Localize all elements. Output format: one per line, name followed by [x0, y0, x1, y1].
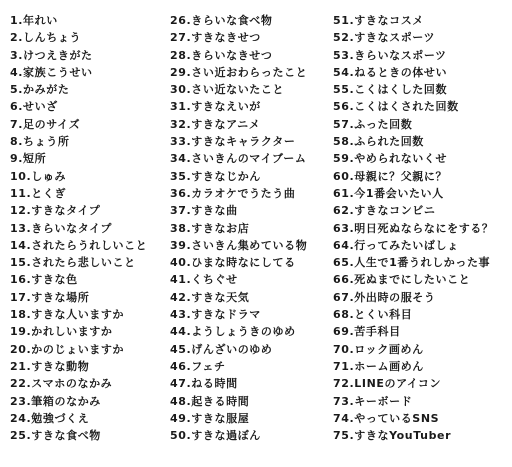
question-text: 勉強づくえ	[31, 411, 90, 425]
question-item	[333, 116, 511, 133]
question-number: 18.	[10, 308, 32, 322]
question-number: 59.	[333, 152, 355, 166]
question-item	[10, 427, 168, 444]
question-item	[10, 237, 168, 254]
question-number: 74.	[333, 411, 355, 425]
question-number: 25.	[10, 429, 32, 443]
question-number: 35.	[170, 169, 192, 183]
question-text: すきなスポーツ	[354, 31, 436, 45]
question-text: 死ぬまでにしたいこと	[354, 273, 471, 287]
question-item	[10, 150, 168, 167]
question-text: きらいなきせつ	[191, 48, 273, 62]
question-number: 14.	[10, 238, 32, 252]
question-text: すきなコスメ	[354, 14, 424, 27]
question-number: 21.	[10, 359, 32, 373]
question-text: 行ってみたいばしょ	[354, 238, 459, 252]
question-item	[10, 358, 168, 375]
question-number: 37.	[170, 204, 192, 218]
question-text: スマホのなかみ	[31, 377, 113, 391]
question-number: 50.	[170, 429, 192, 443]
question-item	[333, 185, 511, 202]
question-number: 46.	[170, 359, 192, 373]
question-item	[10, 12, 168, 29]
question-text: されたら悲しいこと	[31, 256, 136, 270]
question-text: すきなアニメ	[191, 117, 261, 131]
question-number: 61.	[333, 186, 355, 200]
question-text: 今1番会いたい人	[354, 186, 444, 200]
question-item	[10, 185, 168, 202]
question-item	[333, 393, 511, 410]
question-item	[170, 220, 332, 237]
question-text: きらいなスポーツ	[354, 48, 447, 62]
question-item	[333, 64, 511, 81]
question-number: 10.	[10, 169, 32, 183]
question-text: すきな動物	[31, 359, 90, 373]
question-number: 16.	[10, 273, 32, 287]
question-text: きらいな食べ物	[191, 14, 273, 27]
question-number: 54.	[333, 65, 355, 79]
question-item	[170, 133, 332, 150]
question-text: すきなじかん	[191, 169, 261, 183]
question-item	[170, 202, 332, 219]
question-text: かれしいますか	[31, 325, 113, 339]
question-item	[10, 47, 168, 64]
question-item	[10, 220, 168, 237]
question-item	[333, 133, 511, 150]
question-text: しゅみ	[31, 169, 67, 183]
question-item	[170, 150, 332, 167]
question-number: 44.	[170, 325, 192, 339]
question-item	[10, 271, 168, 288]
question-text: すきな過ぼん	[191, 429, 261, 443]
question-text: くちぐせ	[191, 273, 238, 287]
question-number: 19.	[10, 325, 32, 339]
question-number: 30.	[170, 83, 192, 97]
question-text: 外出時の服そう	[354, 290, 436, 304]
question-item	[10, 29, 168, 46]
question-text: 年れい	[23, 14, 58, 27]
question-number: 8.	[10, 135, 24, 149]
question-text: すきな天気	[191, 290, 250, 304]
question-item	[10, 323, 168, 340]
question-text: さいきんのマイブーム	[191, 152, 307, 166]
question-text: さいきん集めている物	[191, 238, 308, 252]
question-number: 75.	[333, 429, 355, 443]
question-text: カラオケでうたう曲	[191, 186, 296, 200]
question-number: 48.	[170, 394, 192, 408]
question-item	[10, 410, 168, 427]
question-number: 31.	[170, 100, 192, 114]
question-number: 47.	[170, 377, 192, 391]
question-text: すきな曲	[191, 204, 238, 218]
question-text: すきな食べ物	[31, 429, 101, 443]
question-text: すきなキャラクター	[191, 135, 296, 149]
question-number: 73.	[333, 394, 355, 408]
question-number: 22.	[10, 377, 32, 391]
question-item	[10, 289, 168, 306]
question-item	[170, 81, 332, 98]
question-item	[170, 341, 332, 358]
question-item	[333, 81, 511, 98]
question-number: 26.	[170, 14, 192, 27]
question-text: すきなYouTuber	[354, 429, 452, 443]
question-text: ようしょうきのゆめ	[191, 325, 296, 339]
question-number: 36.	[170, 186, 192, 200]
question-number: 66.	[333, 273, 355, 287]
question-text: ひまな時なにしてる	[191, 256, 296, 270]
question-item	[333, 289, 511, 306]
question-text: 明日死ぬならなにをする？	[354, 221, 494, 235]
question-text: 起きる時間	[191, 394, 250, 408]
question-item	[170, 12, 332, 29]
question-text: やっているSNS	[354, 411, 440, 425]
question-number: 32.	[170, 117, 192, 131]
question-text: かみがた	[23, 83, 70, 97]
question-number: 1.	[10, 14, 24, 27]
question-number: 67.	[333, 290, 355, 304]
question-number: 6.	[10, 100, 24, 114]
question-item	[333, 306, 511, 323]
question-number: 71.	[333, 359, 355, 373]
question-number: 53.	[333, 48, 355, 62]
question-item	[10, 133, 168, 150]
question-item	[333, 323, 511, 340]
question-text: ホーム画めん	[354, 359, 424, 373]
question-item	[333, 47, 511, 64]
question-number: 29.	[170, 65, 192, 79]
question-text: ねる時間	[191, 377, 238, 391]
question-item	[10, 254, 168, 271]
question-item	[333, 375, 511, 392]
question-number: 4.	[10, 65, 24, 79]
question-text: 足のサイズ	[23, 117, 81, 131]
question-text: LINEのアイコン	[354, 377, 442, 391]
question-number: 3.	[10, 48, 24, 62]
question-text: ふった回数	[354, 117, 413, 131]
question-item	[170, 168, 332, 185]
question-item	[170, 375, 332, 392]
question-text: かのじょいますか	[31, 342, 125, 356]
question-item	[10, 168, 168, 185]
question-item	[10, 341, 168, 358]
question-number: 69.	[333, 325, 355, 339]
question-number: 34.	[170, 152, 192, 166]
question-number: 45.	[170, 342, 192, 356]
question-number: 62.	[333, 204, 355, 218]
question-text: げんざいのゆめ	[191, 342, 273, 356]
question-item	[170, 323, 332, 340]
question-number: 51.	[333, 14, 355, 27]
question-number: 57.	[333, 117, 355, 131]
question-number: 7.	[10, 117, 24, 131]
question-item	[10, 375, 168, 392]
question-item	[170, 254, 332, 271]
question-item	[10, 306, 168, 323]
question-number: 13.	[10, 221, 32, 235]
question-column-3	[333, 12, 511, 444]
question-number: 40.	[170, 256, 192, 270]
question-item	[333, 168, 511, 185]
question-text: さい近おわらったこと	[191, 65, 308, 79]
question-text: フェチ	[191, 359, 226, 373]
question-text: きらいなタイプ	[31, 221, 112, 235]
question-number: 9.	[10, 152, 24, 166]
question-item	[333, 237, 511, 254]
question-item	[333, 410, 511, 427]
question-item	[333, 202, 511, 219]
question-item	[170, 393, 332, 410]
question-item	[170, 306, 332, 323]
question-number: 43.	[170, 308, 192, 322]
question-item	[170, 116, 332, 133]
question-text: こくはくされた回数	[354, 100, 459, 114]
question-number: 56.	[333, 100, 355, 114]
question-item	[170, 271, 332, 288]
question-item	[333, 427, 511, 444]
question-item	[10, 393, 168, 410]
question-text: けつえきがた	[23, 48, 93, 62]
question-text: すきな服屋	[191, 411, 250, 425]
question-item	[170, 427, 332, 444]
question-number: 33.	[170, 135, 192, 149]
question-item	[333, 98, 511, 115]
question-text: すきな色	[31, 273, 78, 287]
question-number: 42.	[170, 290, 192, 304]
question-item	[170, 289, 332, 306]
question-item	[10, 81, 168, 98]
question-number: 52.	[333, 31, 355, 45]
question-item	[333, 341, 511, 358]
question-item	[10, 98, 168, 115]
question-item	[333, 29, 511, 46]
question-text: すきな人いますか	[31, 308, 125, 322]
question-text: 家族こうせい	[23, 65, 93, 79]
question-number: 38.	[170, 221, 192, 235]
question-item	[170, 358, 332, 375]
question-text: さい近ないたこと	[191, 83, 285, 97]
question-text: とくい科目	[354, 308, 413, 322]
question-number: 28.	[170, 48, 192, 62]
question-item	[10, 64, 168, 81]
question-item	[10, 116, 168, 133]
question-text: やめられないくせ	[354, 152, 448, 166]
question-item	[170, 64, 332, 81]
question-number: 17.	[10, 290, 32, 304]
question-number: 65.	[333, 256, 355, 270]
question-text: ふられた回数	[354, 135, 424, 149]
question-text: 短所	[23, 152, 47, 166]
question-number: 64.	[333, 238, 355, 252]
question-text: すきなコンビニ	[354, 204, 436, 218]
question-item	[333, 271, 511, 288]
question-number: 72.	[333, 377, 355, 391]
question-text: キーボード	[354, 394, 413, 408]
question-text: ロック画めん	[354, 342, 424, 356]
question-item	[333, 150, 511, 167]
question-text: しんちょう	[23, 31, 82, 45]
question-column-1	[10, 12, 168, 444]
question-item	[333, 254, 511, 271]
question-number: 63.	[333, 221, 355, 235]
question-number: 49.	[170, 411, 192, 425]
question-item	[333, 358, 511, 375]
question-text: とくぎ	[31, 186, 67, 200]
question-text: すきなきせつ	[191, 31, 261, 45]
question-item	[170, 185, 332, 202]
question-item	[170, 237, 332, 254]
question-number: 23.	[10, 394, 32, 408]
question-item	[333, 12, 511, 29]
question-number: 24.	[10, 411, 32, 425]
question-text: 苦手科目	[354, 325, 401, 339]
question-item	[170, 410, 332, 427]
question-text: すきなタイプ	[31, 204, 101, 218]
question-number: 55.	[333, 83, 355, 97]
question-text: 人生で1番うれしかった事	[354, 256, 491, 270]
question-item	[170, 29, 332, 46]
question-item	[170, 47, 332, 64]
question-number: 20.	[10, 342, 32, 356]
question-text: すきなえいが	[191, 100, 261, 114]
question-item	[10, 202, 168, 219]
question-number: 60.	[333, 169, 355, 183]
question-text: ちょう所	[23, 135, 70, 149]
question-text: 母親に？父親に？	[354, 169, 448, 183]
question-text: 筆箱のなかみ	[31, 394, 101, 408]
question-number: 27.	[170, 31, 192, 45]
question-number: 12.	[10, 204, 32, 218]
question-text: こくはくした回数	[354, 83, 448, 97]
question-number: 70.	[333, 342, 355, 356]
question-number: 2.	[10, 31, 24, 45]
question-item	[170, 98, 332, 115]
question-number: 41.	[170, 273, 192, 287]
question-number: 15.	[10, 256, 32, 270]
question-text: ねるときの体せい	[354, 65, 448, 79]
question-item	[333, 220, 511, 237]
question-number: 39.	[170, 238, 192, 252]
question-column-2	[170, 12, 332, 444]
question-number: 68.	[333, 308, 355, 322]
question-number: 58.	[333, 135, 355, 149]
question-text: されたらうれしいこと	[31, 238, 148, 252]
question-number: 5.	[10, 83, 24, 97]
question-text: すきな場所	[31, 290, 90, 304]
question-number: 11.	[10, 186, 32, 200]
question-text: せいざ	[23, 100, 58, 114]
question-text: すきなお店	[191, 221, 250, 235]
question-text: すきなドラマ	[191, 308, 261, 322]
